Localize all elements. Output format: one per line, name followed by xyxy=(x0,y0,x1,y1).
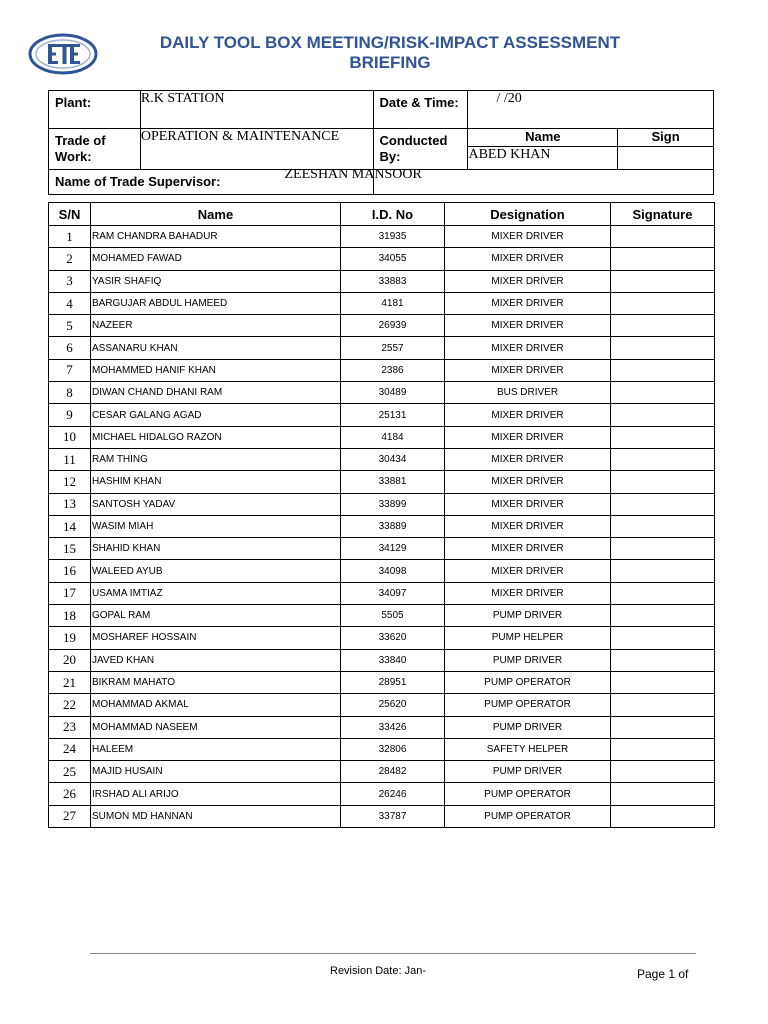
trade-value[interactable]: OPERATION & MAINTENANCE xyxy=(140,129,373,170)
table-row xyxy=(49,292,715,314)
signature-cell[interactable] xyxy=(611,226,715,248)
table-row xyxy=(49,716,715,738)
table-row xyxy=(49,270,715,292)
sn-cell: 16 xyxy=(49,560,91,582)
designation-cell: MIXER DRIVER xyxy=(445,359,611,381)
table-row xyxy=(49,359,715,381)
col-header-name: Name xyxy=(91,203,341,226)
title-line-2: BRIEFING xyxy=(349,53,431,72)
id-cell: 31935 xyxy=(341,226,445,248)
trade-label: Trade of Work: xyxy=(49,129,141,170)
conducted-sign[interactable] xyxy=(618,146,714,169)
attendance-table xyxy=(48,202,715,828)
name-cell: RAM CHANDRA BAHADUR xyxy=(91,226,341,248)
conducted-label: Conducted By: xyxy=(373,129,468,170)
id-cell: 30489 xyxy=(341,382,445,404)
date-value[interactable]: / /20 xyxy=(468,91,714,129)
col-header-sn: S/N xyxy=(49,203,91,226)
signature-cell[interactable] xyxy=(611,605,715,627)
table-row xyxy=(49,738,715,760)
sn-cell: 6 xyxy=(49,337,91,359)
signature-cell[interactable] xyxy=(611,582,715,604)
id-cell: 33787 xyxy=(341,805,445,827)
id-cell: 2557 xyxy=(341,337,445,359)
sn-cell: 10 xyxy=(49,426,91,448)
name-cell: MOSHAREF HOSSAIN xyxy=(91,627,341,649)
designation-cell: MIXER DRIVER xyxy=(445,582,611,604)
designation-cell: PUMP DRIVER xyxy=(445,761,611,783)
signature-cell[interactable] xyxy=(611,359,715,381)
id-cell: 34129 xyxy=(341,538,445,560)
designation-cell: BUS DRIVER xyxy=(445,382,611,404)
id-cell: 25620 xyxy=(341,694,445,716)
signature-cell[interactable] xyxy=(611,471,715,493)
designation-cell: PUMP DRIVER xyxy=(445,649,611,671)
footer-divider xyxy=(90,953,696,954)
table-row xyxy=(49,694,715,716)
signature-cell[interactable] xyxy=(611,315,715,337)
table-row xyxy=(49,337,715,359)
signature-cell[interactable] xyxy=(611,448,715,470)
designation-cell: MIXER DRIVER xyxy=(445,538,611,560)
signature-cell[interactable] xyxy=(611,560,715,582)
company-logo xyxy=(28,32,98,76)
designation-cell: MIXER DRIVER xyxy=(445,560,611,582)
sn-cell: 7 xyxy=(49,359,91,381)
designation-cell: MIXER DRIVER xyxy=(445,426,611,448)
sn-cell: 14 xyxy=(49,515,91,537)
id-cell: 26939 xyxy=(341,315,445,337)
signature-cell[interactable] xyxy=(611,493,715,515)
table-row xyxy=(49,315,715,337)
designation-cell: PUMP OPERATOR xyxy=(445,805,611,827)
id-cell: 32806 xyxy=(341,738,445,760)
table-row xyxy=(49,671,715,693)
name-cell: CESAR GALANG AGAD xyxy=(91,404,341,426)
signature-cell[interactable] xyxy=(611,738,715,760)
id-cell: 5505 xyxy=(341,605,445,627)
designation-cell: MIXER DRIVER xyxy=(445,493,611,515)
signature-cell[interactable] xyxy=(611,716,715,738)
plant-label: Plant: xyxy=(49,91,141,129)
sn-cell: 17 xyxy=(49,582,91,604)
designation-cell: MIXER DRIVER xyxy=(445,515,611,537)
designation-cell: MIXER DRIVER xyxy=(445,292,611,314)
table-row xyxy=(49,627,715,649)
title-line-1: DAILY TOOL BOX MEETING/RISK-IMPACT ASSESSMENT xyxy=(159,33,621,52)
table-row xyxy=(49,649,715,671)
table-row xyxy=(49,226,715,248)
name-cell: SANTOSH YADAV xyxy=(91,493,341,515)
supervisor-label: Name of Trade Supervisor: ZEESHAN MANSOOR xyxy=(49,170,374,195)
signature-cell[interactable] xyxy=(611,761,715,783)
designation-cell: MIXER DRIVER xyxy=(445,337,611,359)
table-row xyxy=(49,582,715,604)
table-row xyxy=(49,538,715,560)
signature-cell[interactable] xyxy=(611,382,715,404)
designation-cell: MIXER DRIVER xyxy=(445,270,611,292)
sn-cell: 8 xyxy=(49,382,91,404)
table-row xyxy=(49,783,715,805)
sn-cell: 24 xyxy=(49,738,91,760)
sn-cell: 22 xyxy=(49,694,91,716)
signature-cell[interactable] xyxy=(611,515,715,537)
col-header-signature: Signature xyxy=(611,203,715,226)
signature-cell[interactable] xyxy=(611,426,715,448)
name-cell: BIKRAM MAHATO xyxy=(91,671,341,693)
name-cell: IRSHAD ALI ARIJO xyxy=(91,783,341,805)
date-label: Date & Time: xyxy=(373,91,468,129)
signature-cell[interactable] xyxy=(611,248,715,270)
sign-label: Sign xyxy=(618,129,714,147)
table-row xyxy=(49,605,715,627)
id-cell: 33899 xyxy=(341,493,445,515)
table-row xyxy=(49,805,715,827)
document-title xyxy=(120,33,660,73)
name-cell: MOHAMMAD NASEEM xyxy=(91,716,341,738)
designation-cell: MIXER DRIVER xyxy=(445,248,611,270)
name-cell: WASIM MIAH xyxy=(91,515,341,537)
signature-cell[interactable] xyxy=(611,337,715,359)
sn-cell: 13 xyxy=(49,493,91,515)
name-cell: RAM THING xyxy=(91,448,341,470)
sn-cell: 1 xyxy=(49,226,91,248)
table-row xyxy=(49,560,715,582)
sn-cell: 11 xyxy=(49,448,91,470)
id-cell: 33883 xyxy=(341,270,445,292)
id-cell: 25131 xyxy=(341,404,445,426)
signature-cell[interactable] xyxy=(611,783,715,805)
sn-cell: 5 xyxy=(49,315,91,337)
sn-cell: 20 xyxy=(49,649,91,671)
name-cell: ASSANARU KHAN xyxy=(91,337,341,359)
name-cell: BARGUJAR ABDUL HAMEED xyxy=(91,292,341,314)
id-cell: 34055 xyxy=(341,248,445,270)
id-cell: 33889 xyxy=(341,515,445,537)
name-cell: WALEED AYUB xyxy=(91,560,341,582)
col-header-id: I.D. No xyxy=(341,203,445,226)
sn-cell: 3 xyxy=(49,270,91,292)
name-cell: MOHAMMAD AKMAL xyxy=(91,694,341,716)
meeting-info-table xyxy=(48,90,714,195)
id-cell: 34097 xyxy=(341,582,445,604)
name-cell: USAMA IMTIAZ xyxy=(91,582,341,604)
signature-cell[interactable] xyxy=(611,292,715,314)
table-row xyxy=(49,515,715,537)
id-cell: 28951 xyxy=(341,671,445,693)
signature-cell[interactable] xyxy=(611,270,715,292)
id-cell: 4181 xyxy=(341,292,445,314)
sn-cell: 4 xyxy=(49,292,91,314)
designation-cell: MIXER DRIVER xyxy=(445,315,611,337)
signature-cell[interactable] xyxy=(611,671,715,693)
designation-cell: PUMP DRIVER xyxy=(445,605,611,627)
id-cell: 33620 xyxy=(341,627,445,649)
name-cell: DIWAN CHAND DHANI RAM xyxy=(91,382,341,404)
signature-cell[interactable] xyxy=(611,649,715,671)
name-cell: YASIR SHAFIQ xyxy=(91,270,341,292)
sn-cell: 15 xyxy=(49,538,91,560)
table-row xyxy=(49,448,715,470)
sn-cell: 23 xyxy=(49,716,91,738)
revision-date: Revision Date: Jan- xyxy=(330,965,426,977)
sn-cell: 27 xyxy=(49,805,91,827)
table-row xyxy=(49,404,715,426)
designation-cell: PUMP OPERATOR xyxy=(445,671,611,693)
signature-cell[interactable] xyxy=(611,404,715,426)
id-cell: 26246 xyxy=(341,783,445,805)
name-cell: MOHAMMED HANIF KHAN xyxy=(91,359,341,381)
designation-cell: PUMP HELPER xyxy=(445,627,611,649)
name-cell: SHAHID KHAN xyxy=(91,538,341,560)
sn-cell: 19 xyxy=(49,627,91,649)
sn-cell: 18 xyxy=(49,605,91,627)
name-cell: GOPAL RAM xyxy=(91,605,341,627)
id-cell: 28482 xyxy=(341,761,445,783)
designation-cell: MIXER DRIVER xyxy=(445,471,611,493)
supervisor-value[interactable]: ZEESHAN MANSOOR xyxy=(284,167,422,182)
table-row xyxy=(49,493,715,515)
signature-cell[interactable] xyxy=(611,538,715,560)
signature-cell[interactable] xyxy=(611,627,715,649)
designation-cell: PUMP OPERATOR xyxy=(445,783,611,805)
name-cell: SUMON MD HANNAN xyxy=(91,805,341,827)
signature-cell[interactable] xyxy=(611,805,715,827)
id-cell: 34098 xyxy=(341,560,445,582)
table-row xyxy=(49,248,715,270)
designation-cell: MIXER DRIVER xyxy=(445,448,611,470)
table-row xyxy=(49,471,715,493)
id-cell: 33840 xyxy=(341,649,445,671)
table-row xyxy=(49,426,715,448)
id-cell: 4184 xyxy=(341,426,445,448)
name-cell: MICHAEL HIDALGO RAZON xyxy=(91,426,341,448)
page-number: Page 1 of xyxy=(637,967,689,981)
name-cell: MAJID HUSAIN xyxy=(91,761,341,783)
id-cell: 2386 xyxy=(341,359,445,381)
conducted-name[interactable]: ABED KHAN xyxy=(468,146,618,169)
designation-cell: PUMP DRIVER xyxy=(445,716,611,738)
sn-cell: 21 xyxy=(49,671,91,693)
name-cell: JAVED KHAN xyxy=(91,649,341,671)
sn-cell: 12 xyxy=(49,471,91,493)
sn-cell: 2 xyxy=(49,248,91,270)
designation-cell: PUMP OPERATOR xyxy=(445,694,611,716)
sn-cell: 25 xyxy=(49,761,91,783)
designation-cell: MIXER DRIVER xyxy=(445,226,611,248)
table-row xyxy=(49,382,715,404)
table-row xyxy=(49,761,715,783)
name-cell: HALEEM xyxy=(91,738,341,760)
sn-cell: 9 xyxy=(49,404,91,426)
id-cell: 33426 xyxy=(341,716,445,738)
designation-cell: SAFETY HELPER xyxy=(445,738,611,760)
name-cell: HASHIM KHAN xyxy=(91,471,341,493)
plant-value[interactable]: R.K STATION xyxy=(140,91,373,129)
designation-cell: MIXER DRIVER xyxy=(445,404,611,426)
name-cell: MOHAMED FAWAD xyxy=(91,248,341,270)
name-label: Name xyxy=(468,129,618,147)
signature-cell[interactable] xyxy=(611,694,715,716)
col-header-designation: Designation xyxy=(445,203,611,226)
id-cell: 30434 xyxy=(341,448,445,470)
sn-cell: 26 xyxy=(49,783,91,805)
name-cell: NAZEER xyxy=(91,315,341,337)
id-cell: 33881 xyxy=(341,471,445,493)
